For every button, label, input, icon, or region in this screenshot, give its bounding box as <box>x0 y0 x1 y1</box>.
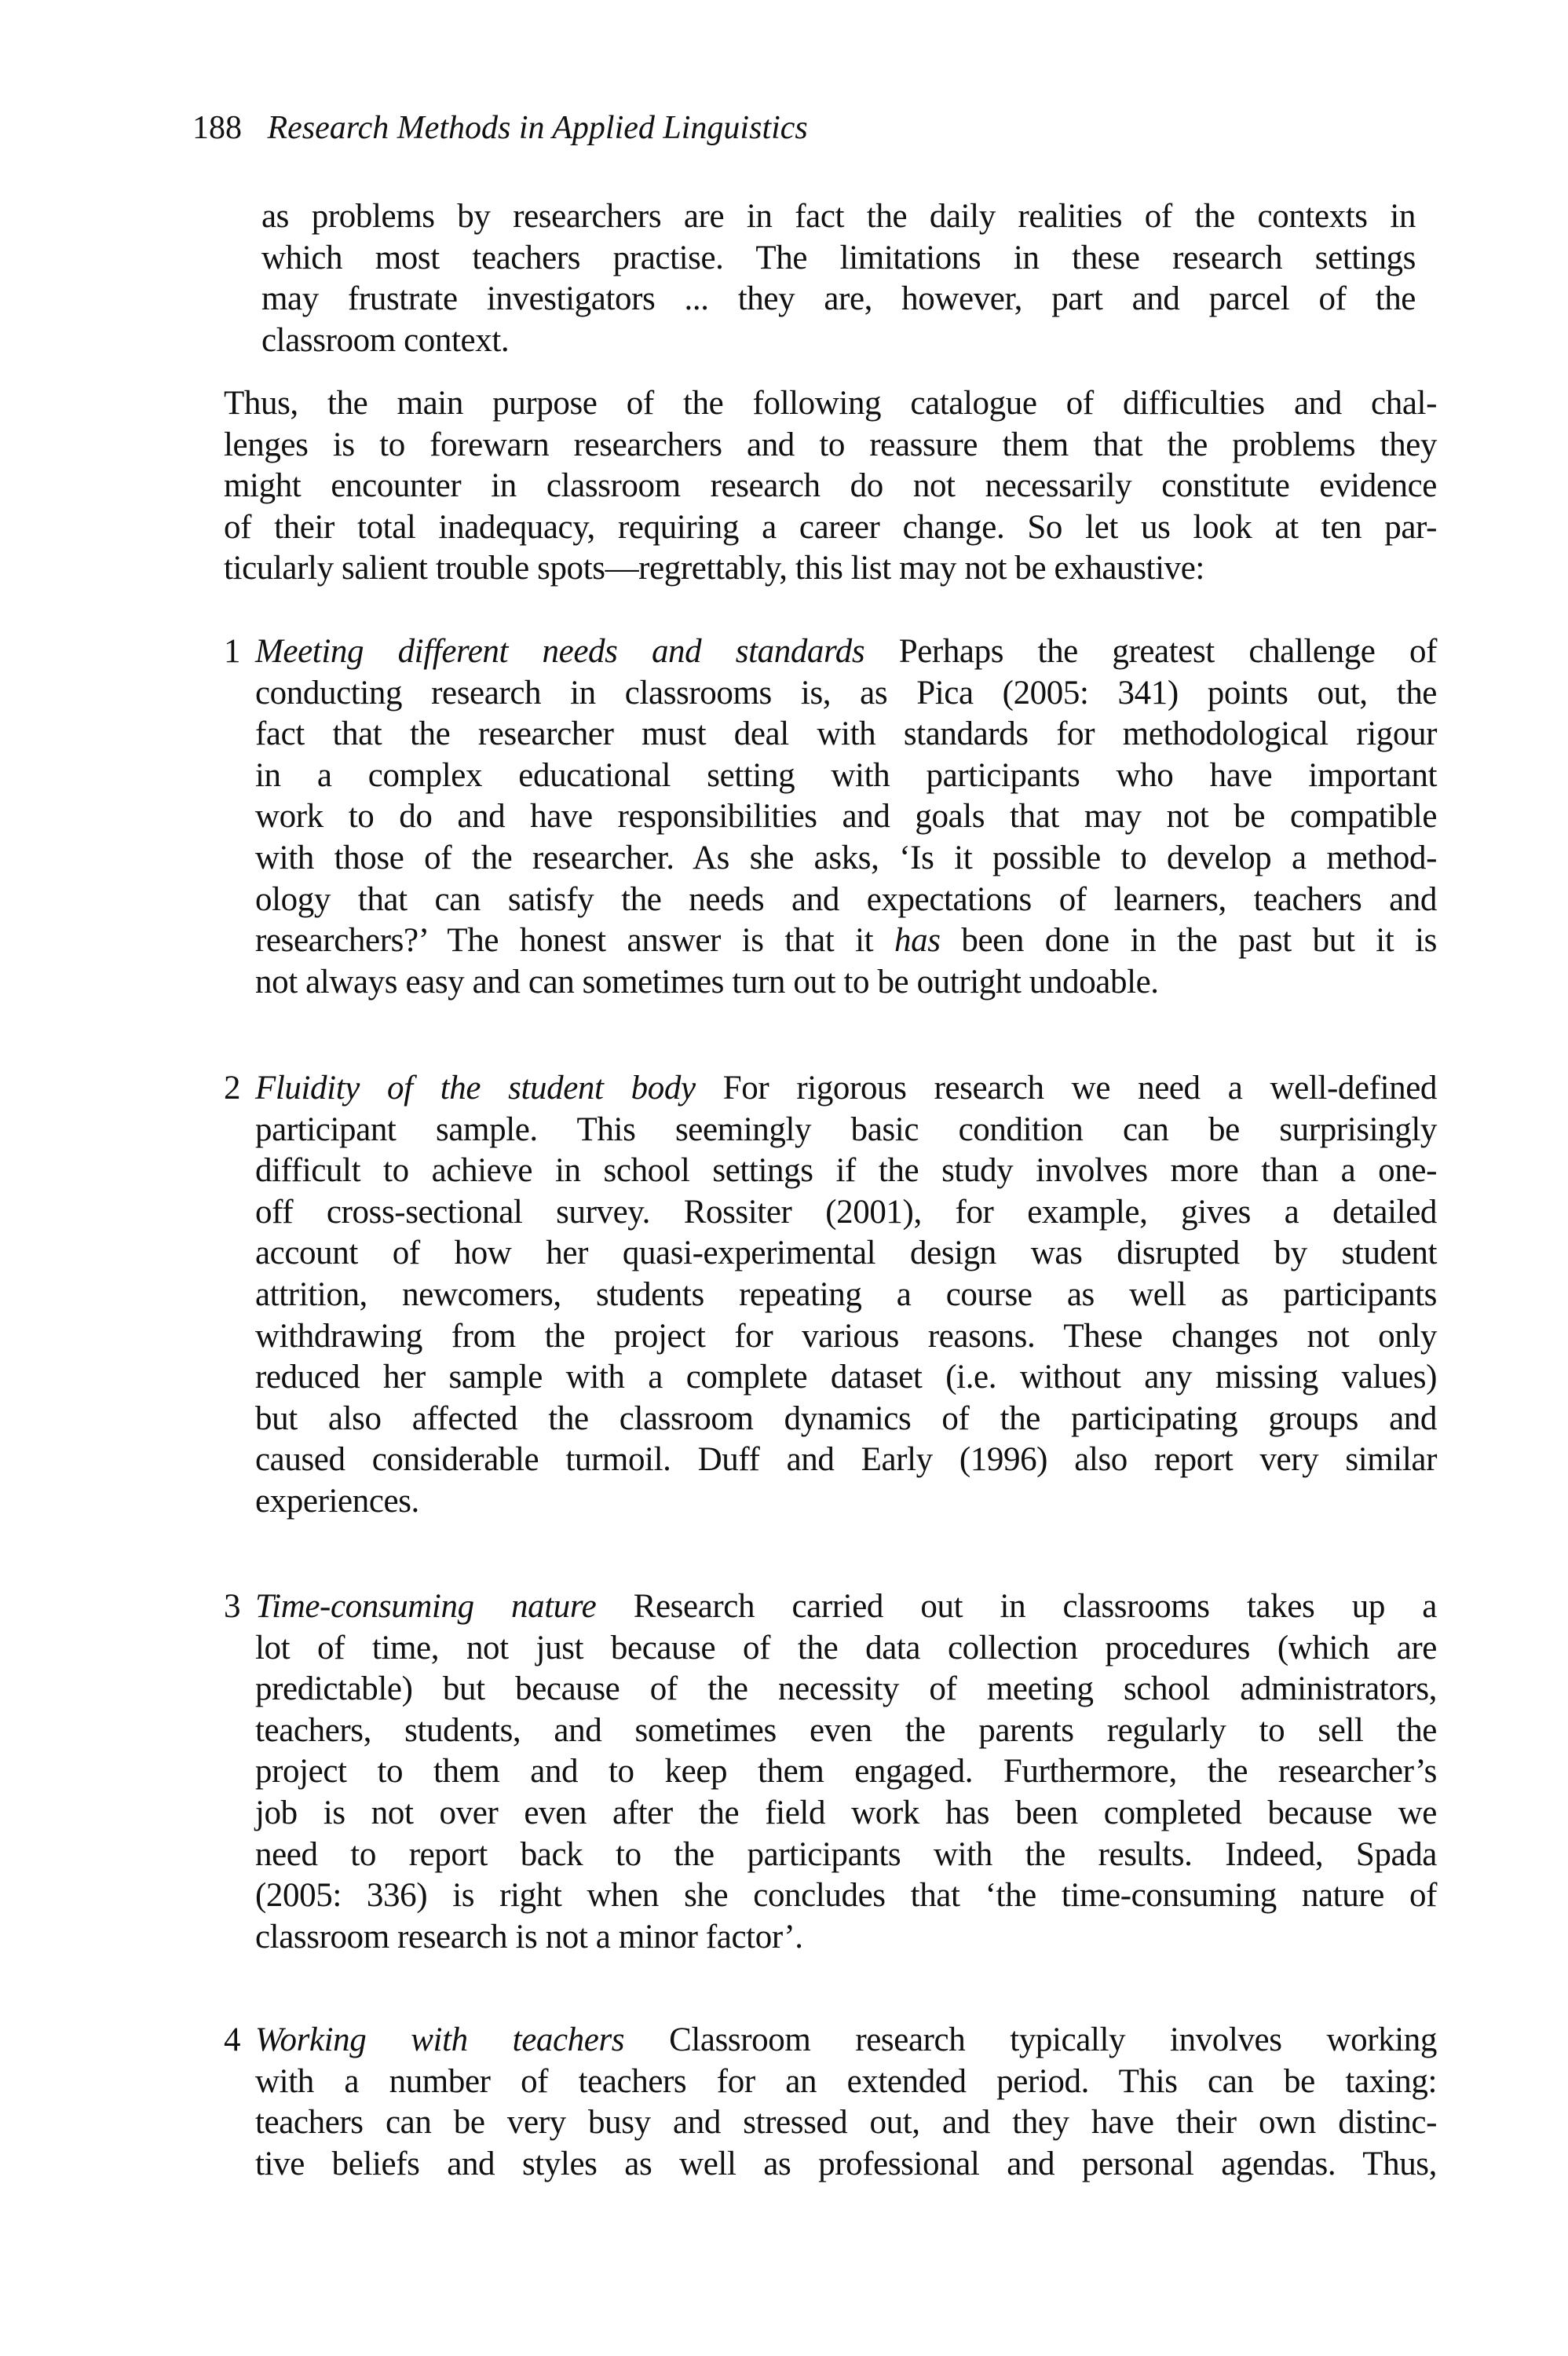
block-quotation <box>261 196 1416 361</box>
text-line: participant sample. This seemingly basic condition can be surprisingly <box>255 1110 1437 1148</box>
item-first-line <box>255 1586 1437 1628</box>
text-line: teachers, students, and sometimes even the parents regularly to sell the <box>255 1711 1437 1749</box>
text-line: might encounter in classroom research do not necessarily constitute evidence <box>224 467 1437 505</box>
text-line: attrition, newcomers, students repeating a course as well as participants <box>255 1275 1437 1313</box>
text-line: Thus, the main purpose of the following catalogue of difficulties and chal- <box>224 385 1437 422</box>
item-first-line-rest: Perhaps the greatest challenge of <box>898 633 1437 670</box>
running-header <box>192 108 808 148</box>
text-line: lenges is to forewarn researchers and to reassure them that the problems they <box>224 426 1437 463</box>
text-line: classroom research is not a minor factor’. <box>255 1918 803 1955</box>
item-number: 3 <box>224 1588 241 1625</box>
text-line: of their total inadequacy, requiring a career change. So let us look at ten par- <box>224 508 1437 546</box>
item-body <box>255 1068 1437 1523</box>
item-first-line-rest: For rigorous research we need a well-defined <box>722 1070 1437 1107</box>
running-title: Research Methods in Applied Linguistics <box>267 110 808 146</box>
text-line: with those of the researcher. As she asks, ‘Is it possible to develop a method- <box>255 839 1437 876</box>
item-first-line-rest: Research carried out in classrooms takes up a <box>633 1588 1437 1625</box>
text-line: conducting research in classrooms is, as Pica (2005: 341) points out, the <box>255 674 1437 712</box>
item-heading: Meeting different needs and standards <box>255 633 865 670</box>
text-line: ology that can satisfy the needs and expectations of learners, teachers and <box>255 880 1437 918</box>
item-first-line-rest: Classroom research typically involves working <box>669 2021 1437 2058</box>
list-item <box>224 1068 1437 1523</box>
text-line: fact that the researcher must deal with standards for methodological rigour <box>255 715 1437 753</box>
list-item <box>224 1586 1437 1958</box>
text-line: tive beliefs and styles as well as professional and personal agendas. Thus, <box>255 2145 1437 2182</box>
list-item <box>224 2020 1437 2185</box>
text-run: been done in the past but it is <box>940 922 1437 960</box>
item-heading: Working with teachers <box>255 2021 625 2058</box>
page-number: 188 <box>192 110 242 146</box>
text-line: experiences. <box>255 1482 419 1520</box>
text-line: with a number of teachers for an extended period. This can be taxing: <box>255 2062 1437 2100</box>
item-first-line <box>255 631 1437 673</box>
text-line: withdrawing from the project for various reasons. These changes not only <box>255 1317 1437 1355</box>
text-line: but also affected the classroom dynamics of the participating groups and <box>255 1399 1437 1437</box>
intro-paragraph <box>224 383 1437 590</box>
text-line: predictable) but because of the necessity of meeting school administrators, <box>255 1670 1437 1708</box>
text-line: ticularly salient trouble spots—regrettably, this list may not be exhaustive: <box>224 550 1204 587</box>
text-line: caused considerable turmoil. Duff and Early (1996) also report very similar <box>255 1441 1437 1479</box>
item-heading: Time-consuming nature <box>255 1588 597 1625</box>
item-heading: Fluidity of the student body <box>255 1070 696 1107</box>
text-line: teachers can be very busy and stressed out, and they have their own distinc- <box>255 2104 1437 2142</box>
item-first-line <box>255 1068 1437 1110</box>
text-run: researchers?’ The honest answer is that it <box>255 922 895 960</box>
text-line: not always easy and can sometimes turn out to be outright undoable. <box>255 963 1159 1001</box>
text-line: difficult to achieve in school settings if the study involves more than a one- <box>255 1152 1437 1190</box>
text-line: off cross-sectional survey. Rossiter (2001), for example, gives a detailed <box>255 1193 1437 1231</box>
text-line: in a complex educational setting with participants who have important <box>255 756 1437 794</box>
text-line: job is not over even after the field work has been completed because we <box>255 1794 1437 1831</box>
item-body <box>255 631 1437 1003</box>
text-line: need to report back to the participants with the results. Indeed, Spada <box>255 1835 1437 1873</box>
text-line: may frustrate investigators ... they are, however, part and parcel of the <box>261 280 1416 318</box>
item-number: 2 <box>224 1070 241 1107</box>
text-line: work to do and have responsibilities and goals that may not be compatible <box>255 798 1437 836</box>
text-line <box>255 920 1437 962</box>
item-first-line <box>255 2020 1437 2062</box>
text-line: lot of time, not just because of the data collection procedures (which are <box>255 1629 1437 1666</box>
text-line: which most teachers practise. The limitations in these research settings <box>261 239 1416 276</box>
item-body <box>255 2020 1437 2185</box>
item-body <box>255 1586 1437 1958</box>
item-number: 4 <box>224 2021 241 2058</box>
text-line: classroom context. <box>261 321 510 359</box>
text-line: project to them and to keep them engaged. Furthermore, the researcher’s <box>255 1753 1437 1791</box>
list-item <box>224 631 1437 1003</box>
item-number: 1 <box>224 633 241 670</box>
text-line: account of how her quasi-experimental design was disrupted by student <box>255 1235 1437 1272</box>
text-line: (2005: 336) is right when she concludes that ‘the time-consuming nature of <box>255 1877 1437 1915</box>
emphasized-word: has <box>894 922 941 960</box>
text-line: as problems by researchers are in fact the daily realities of the contexts in <box>261 198 1416 235</box>
text-line: reduced her sample with a complete dataset (i.e. without any missing values) <box>255 1359 1437 1396</box>
